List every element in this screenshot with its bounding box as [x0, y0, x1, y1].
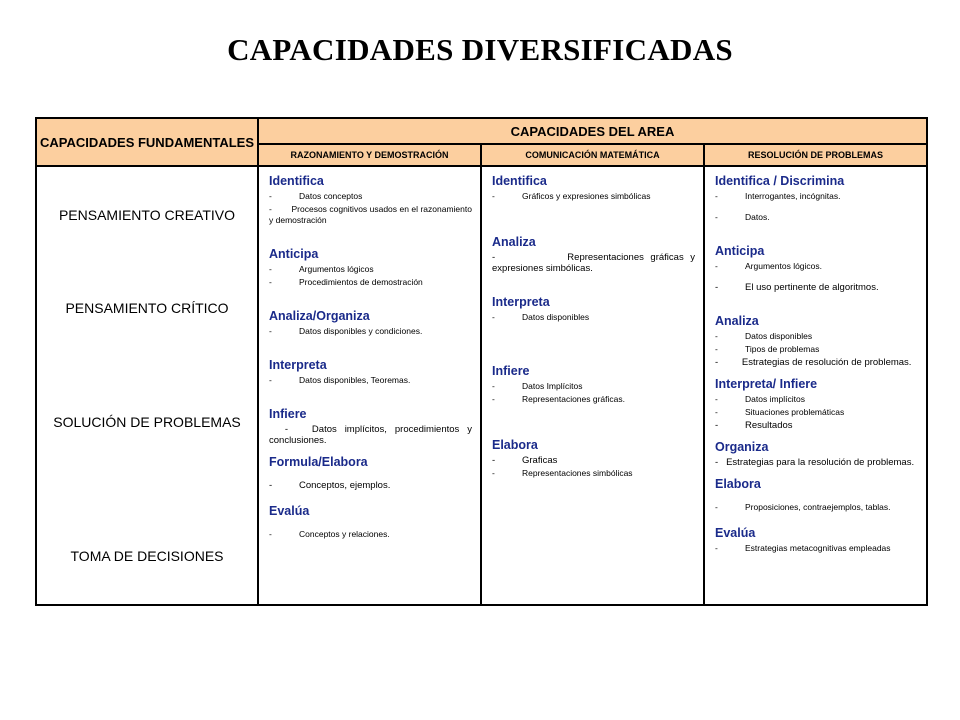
list-item: - Representaciones gráficas.	[492, 394, 626, 404]
list-item: - Estrategias de resolución de problemas.	[715, 357, 912, 368]
raz-identifica: Identifica	[269, 174, 324, 188]
com-interpreta: Interpreta	[492, 295, 550, 309]
capacidades-table	[35, 117, 928, 606]
list-item: - Datos.	[715, 212, 770, 222]
list-item: - Conceptos, ejemplos.	[269, 480, 391, 491]
fund-pensamiento-critico: PENSAMIENTO CRÍTICO	[65, 300, 229, 316]
list-item: - Datos disponibles	[492, 312, 590, 322]
list-item: - Resultados	[715, 420, 793, 431]
fund-pensamiento-creativo: PENSAMIENTO CREATIVO	[58, 207, 236, 223]
list-item: - Estrategias metacognitivas empleadas	[715, 543, 891, 553]
raz-analiza: Analiza/Organiza	[269, 309, 370, 323]
res-organiza: Organiza	[715, 440, 769, 454]
list-item: - Conceptos y relaciones.	[269, 529, 390, 539]
razonamiento-cell	[258, 166, 481, 605]
list-item: - Datos disponibles	[715, 331, 813, 341]
list-item: - Datos implícitos	[715, 394, 805, 404]
list-item: - Tipos de problemas	[715, 344, 820, 354]
list-item: - Proposiciones, contraejemplos, tablas.	[715, 502, 891, 512]
raz-interpreta: Interpreta	[269, 358, 327, 372]
res-anticipa: Anticipa	[715, 244, 765, 258]
list-item: - Gráficos y expresiones simbólicas	[492, 191, 651, 201]
raz-evalua: Evalúa	[269, 504, 310, 518]
list-item: - Estrategias para la resolución de problemas.	[715, 457, 915, 468]
list-item: - Argumentos lógicos.	[715, 261, 823, 271]
list-item: - Representaciones gráficas y expresiones simbólicas.	[492, 252, 695, 274]
list-item: - Datos conceptos	[269, 191, 363, 201]
list-item: - Procedimientos de demostración	[269, 277, 423, 287]
res-evalua: Evalúa	[715, 526, 756, 540]
fund-solucion-problemas: SOLUCIÓN DE PROBLEMAS	[53, 414, 241, 430]
header-comunicacion: COMUNICACIÓN MATEMÁTICA	[481, 144, 704, 166]
com-elabora: Elabora	[492, 438, 538, 452]
res-analiza: Analiza	[715, 314, 759, 328]
res-elabora: Elabora	[715, 477, 761, 491]
list-item: - Interrogantes, incógnitas.	[715, 191, 841, 201]
list-item: - Argumentos lógicos	[269, 264, 374, 274]
resolucion-cell	[704, 166, 927, 605]
list-item: - Representaciones simbólicas	[492, 468, 633, 478]
raz-anticipa: Anticipa	[269, 247, 319, 261]
list-item: - Situaciones problemáticas	[715, 407, 845, 417]
list-item: - Datos disponibles y condiciones.	[269, 326, 423, 336]
com-analiza: Analiza	[492, 235, 536, 249]
list-item: - Procesos cognitivos usados en el razonamiento y demostración	[269, 204, 472, 225]
header-resolucion: RESOLUCIÓN DE PROBLEMAS	[704, 144, 927, 166]
list-item: - El uso pertinente de algoritmos.	[715, 282, 879, 293]
res-identifica: Identifica / Discrimina	[715, 174, 845, 188]
list-item: - Datos disponibles, Teoremas.	[269, 375, 411, 385]
list-item: - Datos Implícitos	[492, 381, 583, 391]
list-item: - Graficas	[492, 455, 558, 466]
res-interpreta: Interpreta/ Infiere	[715, 377, 818, 391]
com-infiere: Infiere	[492, 364, 530, 378]
comunicacion-cell	[481, 166, 704, 605]
raz-infiere: Infiere	[269, 407, 307, 421]
header-area: CAPACIDADES DEL AREA	[258, 118, 927, 144]
list-item: - Datos implícitos, procedimientos y conclusiones.	[269, 424, 472, 446]
fundamentales-cell	[36, 166, 258, 605]
raz-formula: Formula/Elabora	[269, 455, 368, 469]
header-fundamentales: CAPACIDADES FUNDAMENTALES	[36, 118, 258, 166]
page-title: CAPACIDADES DIVERSIFICADAS	[227, 32, 733, 67]
header-razonamiento: RAZONAMIENTO Y DEMOSTRACIÓN	[258, 144, 481, 166]
com-identifica: Identifica	[492, 174, 547, 188]
fund-toma-decisiones: TOMA DE DECISIONES	[70, 548, 224, 564]
